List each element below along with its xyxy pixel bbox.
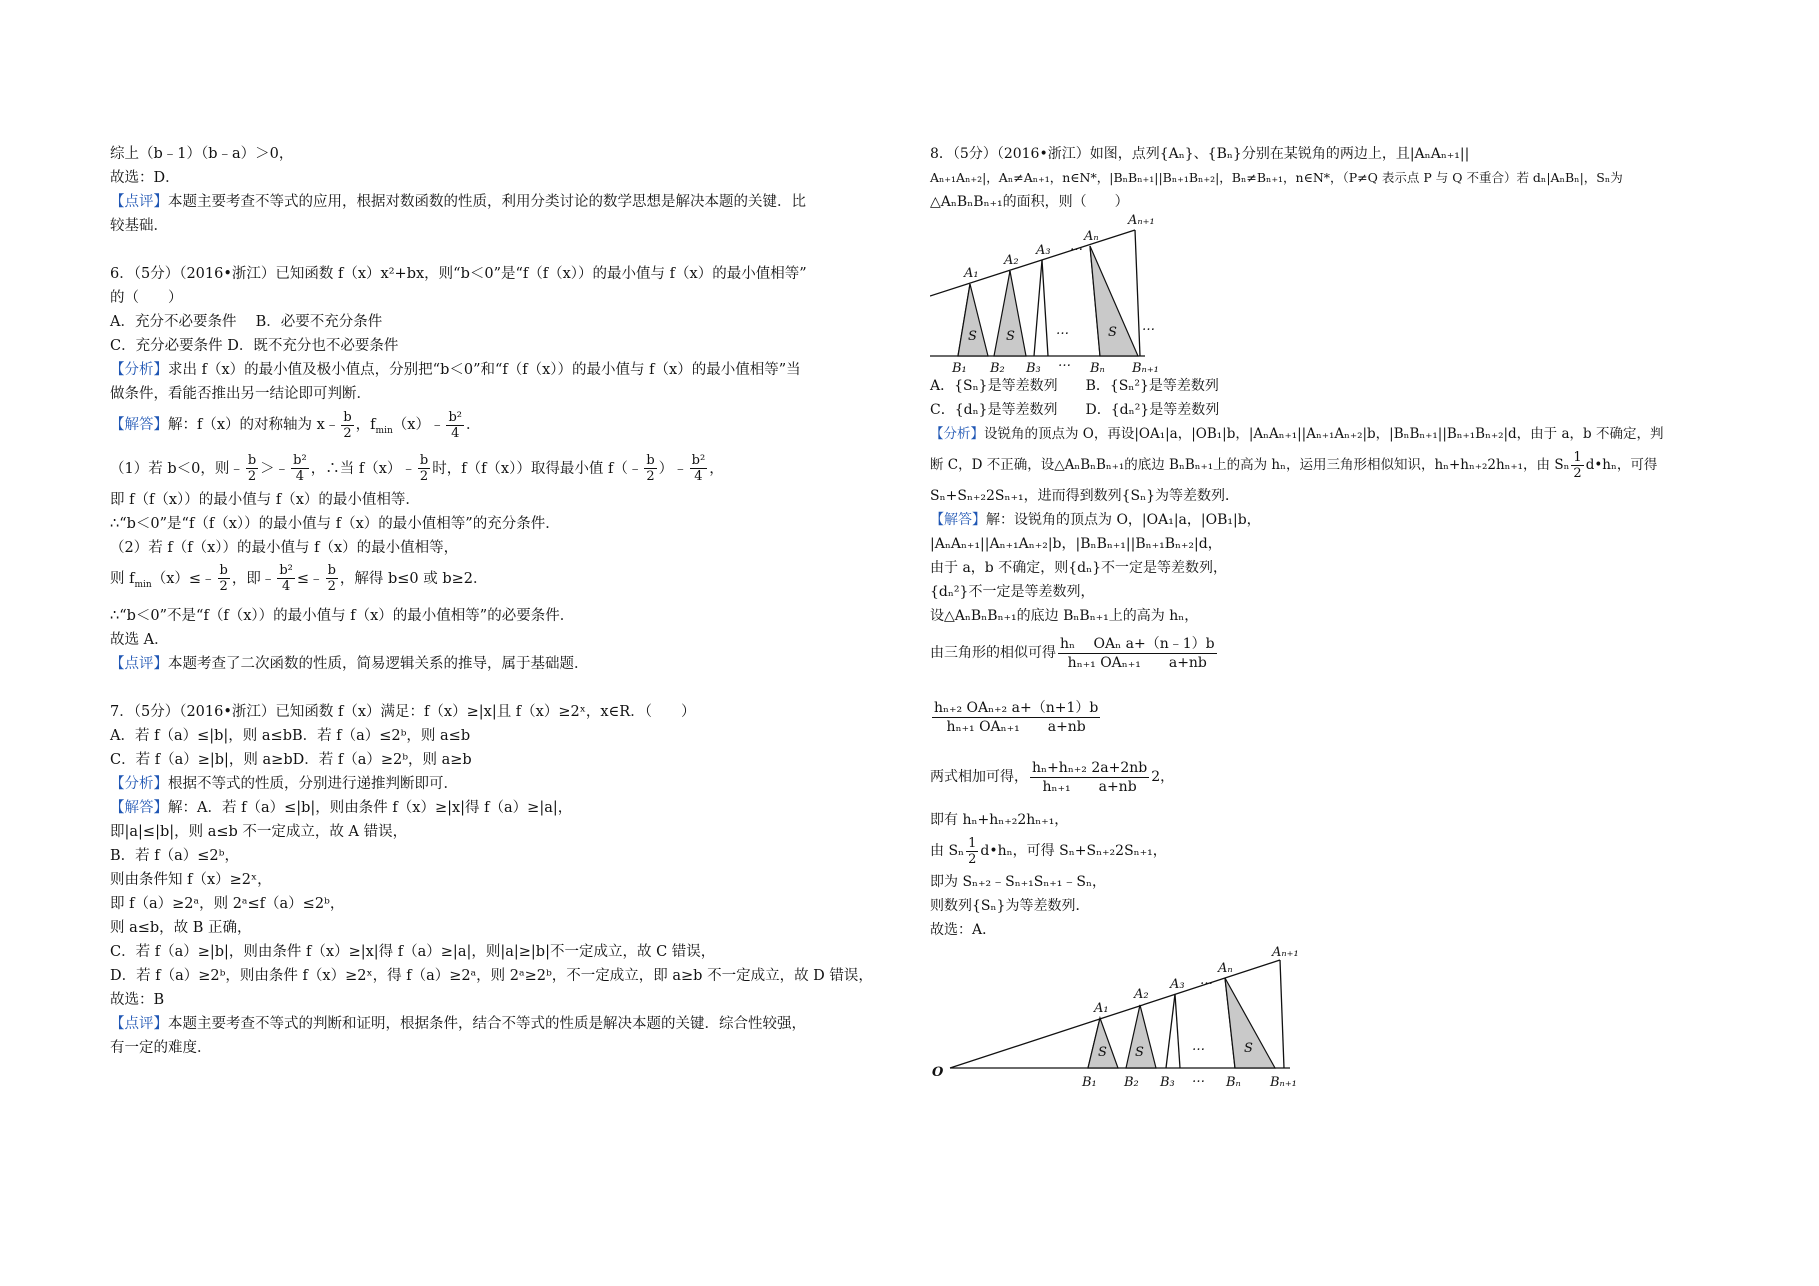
q8-solve-1 [930, 508, 1720, 532]
num: b² [448, 409, 462, 425]
fraction-b-over-2 [341, 410, 353, 441]
q8-solve-3: 由于 a，b 不确定，则{dₙ}不一定是等差数列， [930, 560, 1228, 576]
fraction-eq2 [932, 699, 1100, 736]
analysis-tag: 【分析】 [110, 362, 168, 378]
label-A1: A₁ [964, 266, 979, 281]
solve-tag: 【解答】 [110, 417, 168, 433]
den: 2 [968, 851, 977, 867]
solve-text: 解：设锐角的顶点为 O，|OA₁|a，|OB₁|b， [986, 512, 1261, 528]
num: b [646, 453, 655, 469]
q7-stem: 7．（5分）（2016•浙江）已知函数 f（x）满足：f（x）≥|x|且 f（x）≥2ˣ，x∈R．（ ） [110, 703, 696, 720]
q7-analysis [110, 772, 900, 796]
label-O: O [932, 1065, 944, 1080]
label-B1: B₁ [952, 361, 967, 374]
fraction [246, 453, 258, 484]
label-Bn: Bₙ [1226, 1075, 1241, 1090]
t: ，f [355, 417, 376, 433]
q7-review-1 [110, 1012, 900, 1036]
dots: … [1192, 1071, 1205, 1086]
den: 2 [646, 469, 655, 485]
review-tag: 【点评】 [110, 194, 168, 210]
q7-solve-5: 即 f（a）≥2ᵃ，则 2ᵃ≤f（a）≤2ᵇ， [110, 895, 345, 912]
den: 2 [219, 579, 228, 595]
q8-solve-9: 即有 hₙ+hₙ₊₂2hₙ₊₁， [930, 812, 1069, 828]
sub-min: min [375, 425, 393, 436]
dots: … [1056, 323, 1069, 338]
q6-stem-2: 的（ ） [110, 290, 183, 306]
den: hₙ₊₁ OAₙ₊₁ a+nb [1067, 654, 1207, 671]
t: ）﹣ [658, 460, 688, 477]
q6-options-ab: A．充分不必要条件 B．必要不充分条件 [110, 314, 383, 330]
q8-solve-2: |AₙAₙ₊₁||Aₙ₊₁Aₙ₊₂|b，|BₙBₙ₊₁||Bₙ₊₁Bₙ₊₂|d， [930, 536, 1222, 552]
num: b [327, 563, 336, 579]
q6-solve-5: （2）若 f（f（x））的最小值与 f（x）的最小值相等， [110, 539, 459, 556]
segment [1166, 994, 1175, 1068]
label-B1: B₁ [1082, 1075, 1097, 1090]
label-A1: A₁ [1094, 1001, 1109, 1016]
t: d•hₙ，可得 [1585, 457, 1658, 473]
num: b² [293, 453, 307, 469]
q8-solve-4: {dₙ²}不一定是等差数列， [930, 584, 1095, 600]
q8-options-ab: A．{Sₙ}是等差数列 B．{Sₙ²}是等差数列 [930, 378, 1219, 394]
label-A2: A₂ [1004, 253, 1019, 268]
fraction-1-over-2 [1571, 450, 1583, 481]
q6-solve-8: 故选 A． [110, 631, 169, 648]
left-column [110, 142, 900, 1060]
sequence-triangle-figure [930, 214, 1160, 374]
t: ． [466, 417, 481, 433]
review-5 [110, 190, 900, 214]
review-text: 本题主要考查不等式的应用，根据对数函数的性质，利用分类讨论的数学思想是解决本题的关键．比 [168, 194, 806, 210]
den: 2 [419, 469, 429, 485]
label-B2: B₂ [1124, 1075, 1139, 1090]
t: d•hₙ，可得 Sₙ+Sₙ₊₂2Sₙ₊₁， [980, 843, 1167, 859]
analysis-text: 求出 f（x）的最小值及极小值点，分别把“b＜0”和“f（f（x））的最小值与 f（x）的最小值相等”当 [168, 362, 801, 378]
t: 2， [1151, 769, 1175, 785]
label-S: S [1006, 329, 1015, 344]
label-An1: Aₙ₊₁ [1128, 214, 1155, 228]
den: 2 [327, 579, 336, 595]
analysis-text: 根据不等式的性质，分别进行递推判断即可． [168, 775, 458, 792]
q7-solve-7: C．若 f（a）≥|b|，则由条件 f（x）≥|x|得 f（a）≥|a|，则|a|≥|b|不一定成立，故 C 错误， [110, 943, 716, 960]
segment [1280, 960, 1284, 1068]
q7-options-ab: A．若 f（a）≤|b|，则 a≤bB．若 f（a）≤2ᵇ，则 a≤b [110, 727, 471, 744]
num: 1 [1573, 450, 1582, 465]
intro-line-1: 综上（b﹣1）（b﹣a）＞0， [110, 146, 294, 162]
fraction [291, 453, 309, 484]
den: 4 [451, 425, 460, 441]
den: 2 [343, 425, 352, 441]
q8-stem-1: 8．（5分）（2016•浙江）如图，点列{Aₙ}、{Bₙ}分别在某锐角的两边上，且|AₙAₙ₊₁|| [930, 146, 1470, 162]
q6-solve-2 [110, 450, 900, 488]
label-S: S [1108, 325, 1117, 340]
triangle-s1 [958, 284, 988, 356]
label-S: S [1244, 1041, 1253, 1056]
q8-options-cd: C．{dₙ}是等差数列 D．{dₙ²}是等差数列 [930, 402, 1220, 418]
t: ，即﹣ [231, 570, 276, 587]
q6-solve-3: 即 f（f（x））的最小值与 f（x）的最小值相等． [110, 491, 420, 508]
solve-tag: 【解答】 [930, 512, 986, 528]
q8-solve-10 [930, 832, 1720, 870]
t: 由三角形的相似可得 [930, 645, 1056, 661]
label-An: Aₙ [1218, 961, 1233, 976]
review-tag: 【点评】 [110, 1015, 168, 1032]
segment [1135, 230, 1140, 356]
den: 2 [247, 469, 257, 485]
dots: … [1058, 355, 1071, 370]
q8-figure-2 [930, 942, 1720, 1112]
label-A2: A₂ [1134, 987, 1149, 1002]
t: ，∴当 f（x）﹣ [310, 460, 416, 477]
fraction [690, 453, 708, 484]
label-B3: B₃ [1026, 361, 1041, 374]
q7-options-cd: C．若 f（a）≥|b|，则 a≥bD．若 f（a）≥2ᵇ，则 a≥b [110, 751, 472, 768]
analysis-tag: 【分析】 [930, 426, 984, 442]
dots: … [1200, 973, 1213, 988]
fraction [218, 563, 230, 594]
t: （x）﹣ [392, 417, 445, 433]
t: 两式相加可得， [930, 769, 1028, 785]
label-Bn1: Bₙ₊₁ [1132, 361, 1159, 374]
q8-analysis-2 [930, 446, 1720, 484]
fraction [418, 453, 430, 484]
q6-stem-1: 6．（5分）（2016•浙江）已知函数 f（x）x²+bx，则“b＜0”是“f（f（x））的最小值与 f（x）的最小值相等” [110, 266, 807, 282]
num: hₙ+hₙ₊₂ 2a+2nb [1032, 759, 1148, 776]
dots: … [1070, 239, 1083, 254]
label-An1: Aₙ₊₁ [1272, 946, 1299, 960]
fraction [644, 453, 656, 484]
solve-text: 解：A．若 f（a）≤|b|，则由条件 f（x）≥|x|得 f（a）≥|a|， [168, 799, 573, 816]
t: ，解得 b≤0 或 b≥2． [339, 570, 488, 587]
review-text: 本题考查了二次函数的性质，简易逻辑关系的推导，属于基础题． [168, 655, 589, 672]
num: hₙ OAₙ a+（n﹣1）b [1060, 635, 1215, 652]
q6-solve-4: ∴“b＜0”是“f（f（x））的最小值与 f（x）的最小值相等”的充分条件． [110, 515, 560, 532]
q7-solve-3: B．若 f（a）≤2ᵇ， [110, 847, 239, 864]
den: hₙ₊₁ a+nb [1042, 778, 1137, 795]
q8-stem-2: Aₙ₊₁Aₙ₊₂|，Aₙ≠Aₙ₊₁，n∈N*，|BₙBₙ₊₁||Bₙ₊₁Bₙ₊₂|，Bₙ≠Bₙ₊₁，n∈N*，（P≠Q 表示点 P 与 Q 不重合）若 dₙ|AₙBₙ|，Sₙ为 [930, 170, 1623, 185]
den: 4 [295, 469, 305, 485]
t: ， [709, 460, 724, 477]
q7-review-2: 有一定的难度． [110, 1039, 212, 1056]
q8-analysis-3: Sₙ+Sₙ₊₂2Sₙ₊₁，进而得到数列{Sₙ}为等差数列． [930, 488, 1240, 504]
q7-solve-6: 则 a≤b，故 B 正确， [110, 919, 252, 936]
dots: … [1192, 1039, 1205, 1054]
label-An: Aₙ [1084, 229, 1099, 244]
label-B3: B₃ [1160, 1075, 1175, 1090]
q6-analysis-1 [110, 358, 900, 382]
q8-solve-6 [930, 628, 1720, 678]
num: b [343, 409, 352, 425]
label-B2: B₂ [990, 361, 1005, 374]
q6-options-cd: C．充分必要条件 D．既不充分也不必要条件 [110, 338, 399, 354]
sequence-triangle-figure-with-origin [930, 946, 1310, 1096]
q8-solve-13: 故选：A． [930, 922, 997, 938]
fraction [277, 563, 295, 594]
num: hₙ₊₂ OAₙ₊₂ a+（n+1）b [934, 699, 1099, 716]
q6-analysis-2: 做条件，看能否推出另一结论即可判断． [110, 386, 371, 402]
q6-review [110, 652, 900, 676]
q7-solve-2: 即|a|≤|b|，则 a≤b 不一定成立，故 A 错误， [110, 823, 408, 840]
num: b² [279, 563, 293, 579]
t: 由 Sₙ [930, 843, 965, 859]
t: （x）≤﹣ [151, 570, 216, 587]
segment [1034, 260, 1042, 356]
q7-solve-4: 则由条件知 f（x）≥2ˣ， [110, 871, 272, 888]
label-A3: A₃ [1170, 977, 1185, 992]
q8-solve-7 [930, 692, 1720, 742]
label-A3: A₃ [1036, 243, 1051, 258]
solve-tag: 【解答】 [110, 799, 168, 816]
num: b² [691, 453, 706, 469]
right-column [930, 142, 1720, 1112]
t: 时，f（f（x））取得最小值 f（﹣ [432, 460, 643, 477]
num: b [219, 563, 228, 579]
t: ≤﹣ [296, 570, 324, 587]
q6-solve-7: ∴“b＜0”不是“f（f（x））的最小值与 f（x）的最小值相等”的必要条件． [110, 607, 575, 624]
q8-stem-3: △AₙBₙBₙ₊₁的面积，则（ ） [930, 194, 1129, 210]
fraction-1-over-2 [966, 836, 978, 867]
analysis-tag: 【分析】 [110, 775, 168, 792]
t: 解：f（x）的对称轴为 x﹣ [168, 417, 340, 433]
q8-solve-12: 则数列{Sₙ}为等差数列． [930, 898, 1090, 914]
label-Bn: Bₙ [1090, 361, 1105, 374]
fraction-b2-over-4 [446, 410, 464, 441]
t: 断 C，D 不正确，设△AₙBₙBₙ₊₁的底边 BₙBₙ₊₁上的高为 hₙ，运用三角形相似知识，hₙ+hₙ₊₂2hₙ₊₁，由 Sₙ [930, 457, 1570, 473]
q6-solve-1 [110, 406, 900, 450]
q6-solve-6 [110, 560, 900, 604]
q8-analysis-1 [930, 422, 1720, 446]
q8-solve-11: 即为 Sₙ₊₂﹣Sₙ₊₁Sₙ₊₁﹣Sₙ， [930, 874, 1107, 890]
label-S: S [1098, 1045, 1107, 1060]
dots: … [1142, 319, 1155, 334]
q7-solve-8: D．若 f（a）≥2ᵇ，则由条件 f（x）≥2ˣ，得 f（a）≥2ᵃ，则 2ᵃ≥2ᵇ，不一定成立，即 a≥b 不一定成立，故 D 错误， [110, 967, 873, 984]
sub-min: min [134, 579, 152, 590]
label-S: S [1135, 1045, 1144, 1060]
q7-solve-9: 故选：B [110, 991, 165, 1008]
fraction-eq1 [1058, 635, 1217, 672]
label-S: S [968, 329, 977, 344]
q8-solve-5: 设△AₙBₙBₙ₊₁的底边 BₙBₙ₊₁上的高为 hₙ， [930, 608, 1199, 624]
q8-solve-8 [930, 752, 1720, 802]
t: （1）若 b＜0，则﹣ [110, 460, 244, 477]
label-Bn1: Bₙ₊₁ [1270, 1075, 1297, 1090]
den: 4 [281, 579, 291, 595]
review-tag: 【点评】 [110, 655, 168, 672]
q8-figure-1 [930, 214, 1720, 374]
review-5-cont: 较基础． [110, 218, 168, 234]
t: ＞﹣ [260, 460, 290, 477]
fraction-eq3 [1030, 759, 1149, 796]
q7-solve-1 [110, 796, 900, 820]
den: hₙ₊₁ OAₙ₊₁ a+nb [946, 718, 1086, 735]
num: 1 [968, 835, 977, 851]
den: 4 [694, 469, 703, 485]
triangle-s1 [1088, 1018, 1118, 1068]
segment [1042, 260, 1048, 356]
den: 2 [1573, 466, 1582, 481]
analysis-text: 设锐角的顶点为 O，再设|OA₁|a，|OB₁|b，|AₙAₙ₊₁||Aₙ₊₁Aₙ₊₂|b，|BₙBₙ₊₁||Bₙ₊₁Bₙ₊₂|d，由于 a，b 不确定，判 [984, 426, 1664, 442]
num: b [247, 453, 257, 469]
num: b [419, 453, 429, 469]
t: 则 f [110, 570, 135, 587]
intro-line-2: 故选：D． [110, 170, 180, 186]
fraction [326, 563, 338, 594]
review-text: 本题主要考查不等式的判断和证明，根据条件，结合不等式的性质是解决本题的关键．综合性较强， [168, 1015, 806, 1032]
segment [1175, 994, 1180, 1068]
